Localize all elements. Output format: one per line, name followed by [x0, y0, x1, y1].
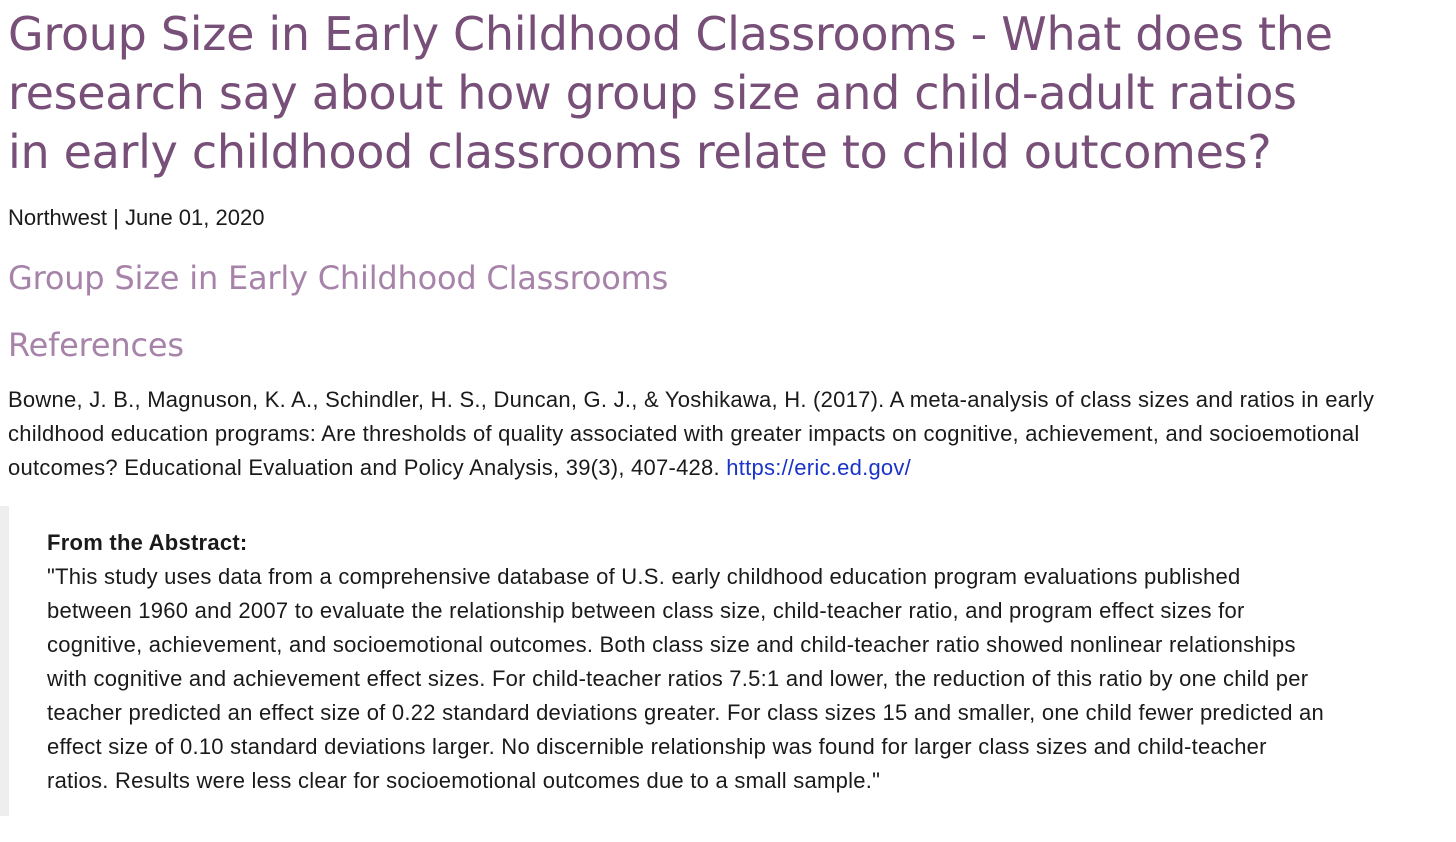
reference-citation	[8, 383, 1456, 485]
abstract-line-3: cognitive, achievement, and socioemotional outcomes. Both class size and child-teacher ratio showed nonlinear relationships	[47, 632, 1296, 657]
abstract-line-7: ratios. Results were less clear for socioemotional outcomes due to a small sample."	[47, 768, 881, 793]
abstract-content	[47, 526, 1324, 798]
reference-line-3	[8, 451, 1456, 485]
references-heading: References	[8, 326, 184, 364]
article-meta: Northwest | June 01, 2020	[8, 205, 265, 230]
abstract-blockquote	[0, 506, 1456, 816]
section-heading: Group Size in Early Childhood Classrooms	[8, 259, 669, 297]
reference-link[interactable]: https://eric.ed.gov/	[726, 455, 912, 480]
reference-line-1: Bowne, J. B., Magnuson, K. A., Schindler, H. S., Duncan, G. J., & Yoshikawa, H. (2017). A meta-analysis of class sizes and ratios in early	[8, 387, 1375, 412]
abstract-label: From the Abstract:	[47, 530, 248, 555]
page-title	[8, 5, 1456, 182]
reference-line-2: childhood education programs: Are thresholds of quality associated with greater impacts on cognitive, achievement, and socioemotional	[8, 421, 1360, 446]
abstract-line-2: between 1960 and 2007 to evaluate the relationship between class size, child-teacher ratio, and program effect sizes for	[47, 598, 1245, 623]
title-line-2: research say about how group size and child-adult ratios	[8, 66, 1297, 120]
title-line-1: Group Size in Early Childhood Classrooms - What does the	[8, 7, 1333, 61]
abstract-line-1: "This study uses data from a comprehensive database of U.S. early childhood education program evaluations published	[47, 564, 1241, 589]
abstract-line-6: effect size of 0.10 standard deviations larger. No discernible relationship was found for larger class sizes and child-teacher	[47, 734, 1267, 759]
reference-line-3-text: outcomes? Educational Evaluation and Policy Analysis, 39(3), 407-428.	[8, 455, 727, 480]
abstract-line-5: teacher predicted an effect size of 0.22 standard deviations greater. For class sizes 15 and smaller, one child fewer predicted an	[47, 700, 1325, 725]
abstract-line-4: with cognitive and achievement effect sizes. For child-teacher ratios 7.5:1 and lower, the reduction of this ratio by one child per	[47, 666, 1309, 691]
title-line-3: in early childhood classrooms relate to child outcomes?	[8, 125, 1272, 179]
article	[8, 0, 1456, 485]
